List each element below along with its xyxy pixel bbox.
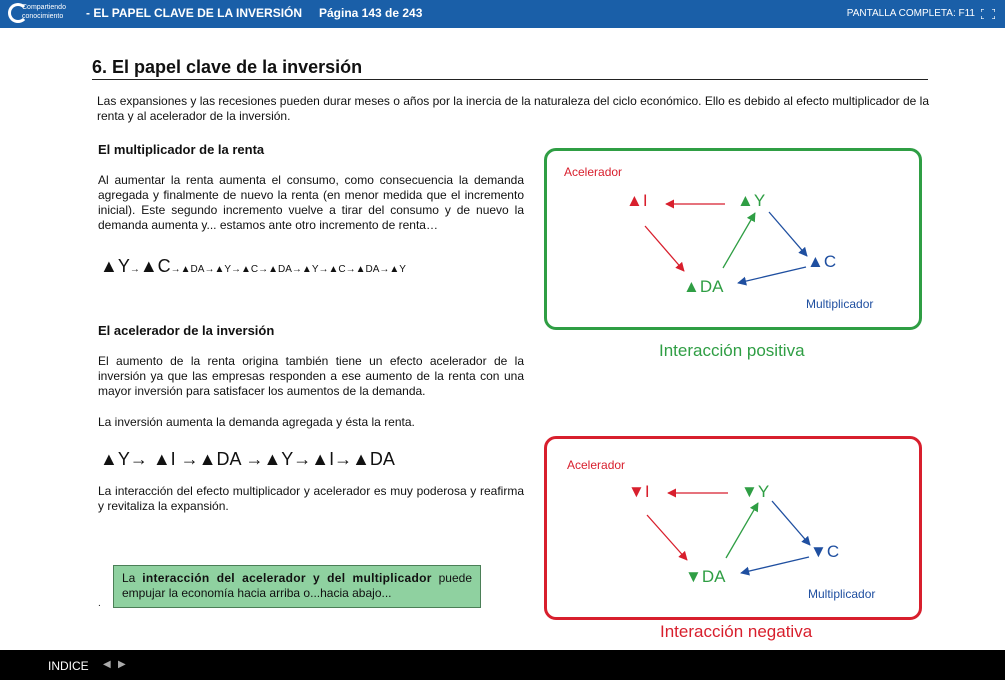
interaction-paragraph: La interacción del efecto multiplicador y acelerador es muy poderosa y reafirma y revitaliza la expansión. — [98, 484, 524, 513]
formula-part: ▲Y — [100, 256, 130, 276]
bottom-bar — [0, 650, 1005, 680]
note-rest: puede empujar la economía hacia arriba o...hacia abajo... — [122, 571, 472, 600]
document-title: - EL PAPEL CLAVE DE LA INVERSIÓN — [86, 6, 303, 20]
arrow-y-to-c — [769, 212, 807, 256]
arrow-da-to-y — [723, 213, 755, 268]
pos-node-y: ▲Y — [737, 191, 766, 210]
note-prefix: La — [122, 571, 143, 585]
prev-page-button[interactable]: ◀ — [103, 659, 111, 670]
neg-node-i: ▼I — [628, 482, 650, 501]
page-indicator: Página 143 de 243 — [319, 6, 423, 20]
neg-accelerator-label: Acelerador — [567, 458, 626, 472]
neg-node-c: ▼C — [810, 542, 840, 561]
intro-paragraph: Las expansiones y las recesiones pueden durar meses o años por la inercia de la naturaleza del ciclo económico. Ello es debido al efecto multiplicador de la renta y al acelerador de la inversión. — [97, 94, 929, 123]
logo-text-1: Compartiendo — [22, 4, 66, 11]
pos-accelerator-label: Acelerador — [564, 165, 623, 179]
multiplier-heading: El multiplicador de la renta — [98, 142, 265, 157]
accelerator-heading: El acelerador de la inversión — [98, 323, 275, 338]
stray-dot: . — [98, 598, 101, 609]
accelerator-paragraph-2: La inversión aumenta la demanda agregada y ésta la renta. — [98, 415, 415, 429]
accelerator-paragraph: El aumento de la renta origina también tiene un efecto acelerador de la inversión ya que las empresas responden a ese aumento de la renta con una mayor inversión para satisfacer los aumentos de la demanda. — [98, 354, 524, 398]
pos-caption: Interacción positiva — [659, 341, 805, 360]
pos-node-c: ▲C — [807, 252, 837, 271]
formula-part: ▲C — [139, 256, 171, 276]
page-heading: 6. El papel clave de la inversión — [92, 57, 363, 77]
fullscreen-label: PANTALLA COMPLETA: F11 — [846, 8, 975, 19]
formula-part: →▲DA→▲Y→▲C→▲DA→▲Y→▲C→▲DA→▲Y — [170, 264, 406, 275]
arrow-i-to-da — [645, 226, 684, 271]
logo-text-2: conocimiento — [22, 13, 64, 20]
pos-multiplier-label: Multiplicador — [806, 297, 874, 311]
pos-node-da: ▲DA — [683, 277, 724, 296]
accelerator-formula: ▲Y→ ▲I →▲DA →▲Y→▲I→▲DA — [100, 449, 395, 469]
pos-node-i: ▲I — [626, 191, 648, 210]
neg-node-da: ▼DA — [685, 567, 726, 586]
arrow-c-to-da — [738, 267, 806, 283]
formula-part: → — [129, 264, 140, 275]
multiplier-paragraph: Al aumentar la renta aumenta el consumo, como consecuencia la demanda agregada y finalmente de nuevo la renta (en menor medida que el incremento inicial). Este segundo incremento vuelve a tirar del consumo y de nuevo la demanda aumenta y... estamos ante otro incremento de renta… — [98, 173, 524, 232]
neg-multiplier-label: Multiplicador — [808, 587, 876, 601]
neg-caption: Interacción negativa — [660, 622, 813, 641]
note-bold: interacción del acelerador y del multiplicador — [142, 571, 432, 585]
neg-node-y: ▼Y — [741, 482, 770, 501]
next-page-button[interactable]: ▶ — [118, 659, 126, 670]
index-link[interactable]: INDICE — [48, 659, 89, 673]
